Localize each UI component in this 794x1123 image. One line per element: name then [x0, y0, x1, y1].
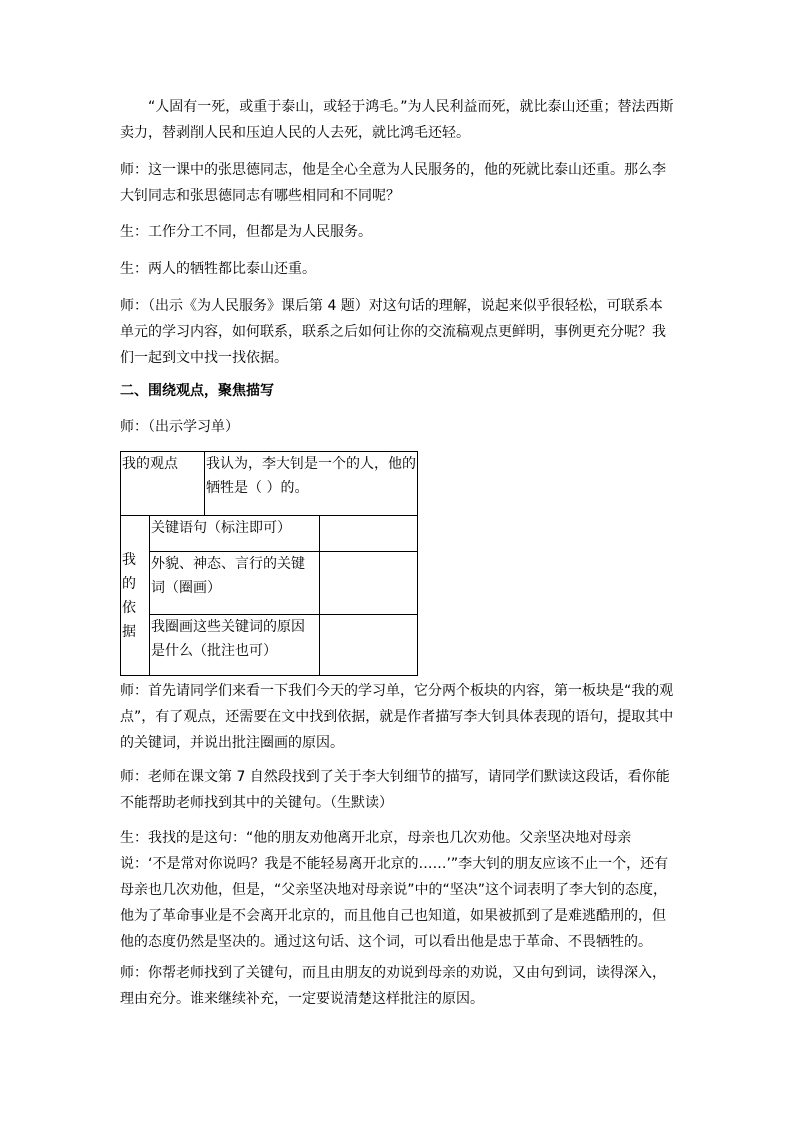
keywords-label: 外貌、神态、言行的关键词（圈画） [151, 556, 305, 596]
viewpoint-label: 我的观点 [122, 456, 178, 472]
teacher-paragraph-3: 师：（出示学习单） [120, 419, 239, 435]
teacher-paragraph-1: 师：这一课中的张思德同志，他是全心全意为人民服务的，他的死就比泰山还重。那么李大钊同志和张思德同志有哪些相同和不同呢？ [120, 162, 666, 204]
student-paragraph-2: 生：两人的牺牲都比泰山还重。 [120, 261, 316, 277]
basis-label: 我 的依据 [122, 551, 136, 640]
keywords-answer[interactable] [320, 552, 418, 615]
teacher-paragraph-5: 师：老师在课文第 7 自然段找到了关于李大钊细节的描写，请同学们默读这段话，看你能不能帮助老师找到其中的关键句。（生默读） [120, 769, 670, 811]
student-paragraph-3: 生：我找的是这句：“他的朋友劝他离开北京，母亲也几次劝他。父亲坚决地对母亲说：‘不是常对你说吗？我是不能轻易离开北京的……’”李大钊的朋友应该不止一个，还有母亲也几次劝他，但是，“父亲坚决地对母亲说”中的“坚决”这个词表明了李大钊的态度，他为了革命事业是不会离开北京的，而且他自己也知道，如果被抓到了是难逃酷刑的，但他的态度仍然是坚决的。通过这句话、这个词，可以看出他是忠于革命、不畏牺牲的。 [120, 830, 669, 950]
teacher-paragraph-6: 师：你帮老师找到了关键句，而且由朋友的劝说到母亲的劝说，又由句到词，读得深入，理由充分。谁来继续补充，一定要说清楚这样批注的原因。 [120, 965, 666, 1007]
teacher-paragraph-4: 师：首先请同学们来看一下我们今天的学习单，它分两个板块的内容，第一板块是“我的观点”，有了观点，还需要在文中找到依据，就是作者描写李大钊具体表现的语句，提取其中的关键词，并说出批注圈画的原因。 [120, 683, 674, 751]
key-sentence-label: 关键语句（标注即可） [151, 520, 291, 536]
worksheet-table [120, 451, 418, 676]
reason-label: 我圈画这些关键词的原因是什么（批注也可） [151, 619, 305, 659]
key-sentence-answer[interactable] [320, 516, 418, 552]
section-heading: 二、围绕观点，聚焦描写 [120, 383, 274, 399]
reason-cell [150, 615, 320, 676]
basis-label-cell [121, 516, 150, 676]
key-sentence-cell [150, 516, 320, 552]
viewpoint-label-cell [121, 452, 205, 516]
teacher-paragraph-2: 师：（出示《为人民服务》课后第 4 题）对这句话的理解，说起来似乎很轻松，可联系本单元的学习内容，如何联系，联系之后如何让你的交流稿观点更鲜明，事例更充分呢？我们一起到文中找一找依据。 [120, 298, 666, 366]
keywords-cell [150, 552, 320, 615]
viewpoint-text: 我认为，李大钊是一个的人，他的牺牲是（ ）的。 [206, 456, 416, 496]
viewpoint-text-cell [205, 452, 418, 516]
reason-answer[interactable] [320, 615, 418, 676]
quote-paragraph: “人固有一死，或重于泰山，或轻于鸿毛。”为人民利益而死，就比泰山还重；替法西斯卖力，替剥削人民和压迫人民的人去死，就比鸿毛还轻。 [120, 99, 674, 141]
student-paragraph-1: 生：工作分工不同，但都是为人民服务。 [120, 224, 372, 240]
